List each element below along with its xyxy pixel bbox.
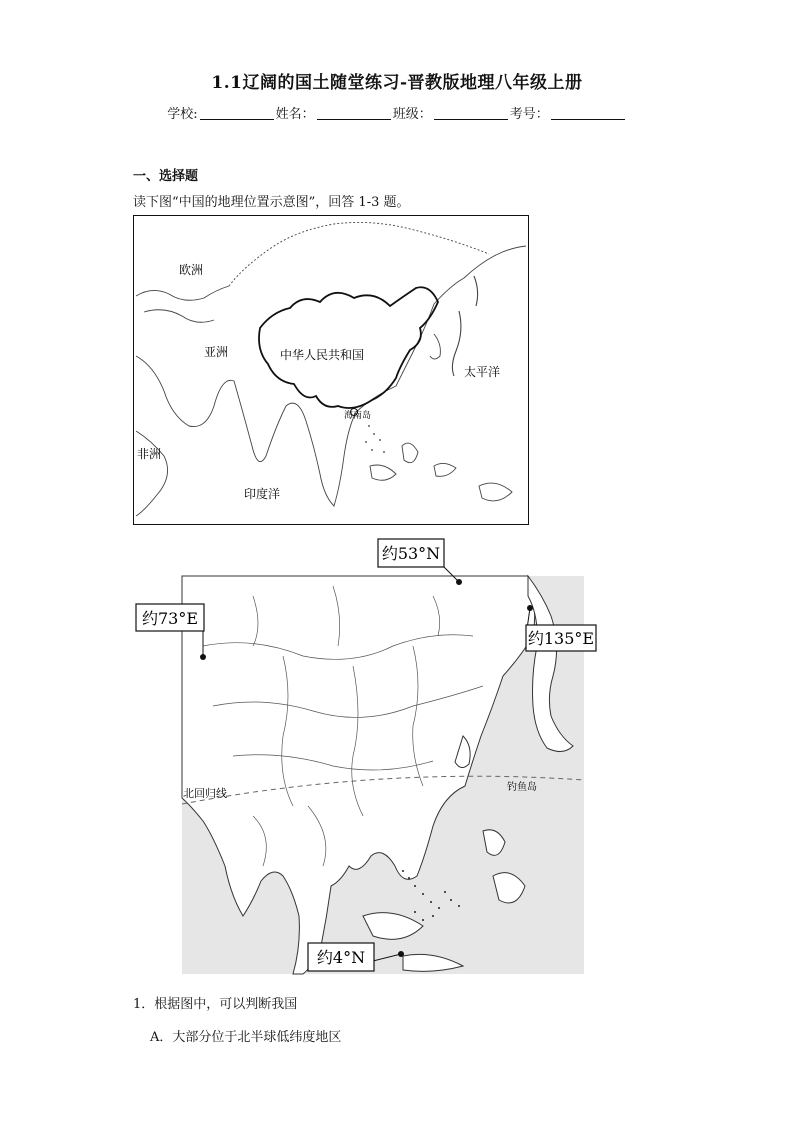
label-africa: 非洲 — [137, 447, 162, 461]
name-blank[interactable] — [317, 106, 391, 120]
section-title: 一、选择题 — [133, 169, 199, 184]
class-label: 班级： — [392, 107, 432, 122]
location-map-svg — [134, 216, 527, 523]
page-title: 1.1辽阔的国土随堂练习-晋教版地理八年级上册 — [211, 73, 583, 93]
label-hainan: 海南岛 — [344, 411, 372, 421]
label-china: 中华人民共和国 — [280, 348, 365, 362]
question-1-stem: 1．根据图中，可以判断我国 — [133, 997, 298, 1012]
label-indian-ocean: 印度洋 — [244, 487, 281, 501]
label-asia: 亚洲 — [204, 345, 229, 359]
label-tropic-of-cancer: 北回归线 — [183, 787, 227, 800]
question-intro: 读下图“中国的地理位置示意图”，回答 1-3 题。 — [133, 195, 410, 210]
callout-east: 约135°E — [527, 629, 595, 648]
callout-north: 约53°N — [381, 544, 441, 563]
label-diaoyu: 钓鱼岛 — [507, 782, 537, 793]
name-label: 姓名： — [275, 107, 315, 122]
china-extent-map — [133, 536, 603, 976]
label-pacific: 太平洋 — [464, 365, 501, 379]
question-1-option-a[interactable]: A．大部分位于北半球低纬度地区 — [150, 1030, 342, 1045]
number-label: 考号： — [509, 107, 549, 122]
number-blank[interactable] — [551, 106, 625, 120]
china-location-map — [133, 215, 529, 525]
school-label: 学校: — [167, 107, 198, 122]
extent-map-svg — [133, 536, 603, 976]
callout-west: 约73°E — [141, 609, 199, 628]
student-info-line — [0, 103, 794, 122]
class-blank[interactable] — [434, 106, 508, 120]
callout-south: 约4°N — [316, 948, 366, 967]
label-europe: 欧洲 — [179, 263, 204, 277]
school-blank[interactable] — [200, 106, 274, 120]
